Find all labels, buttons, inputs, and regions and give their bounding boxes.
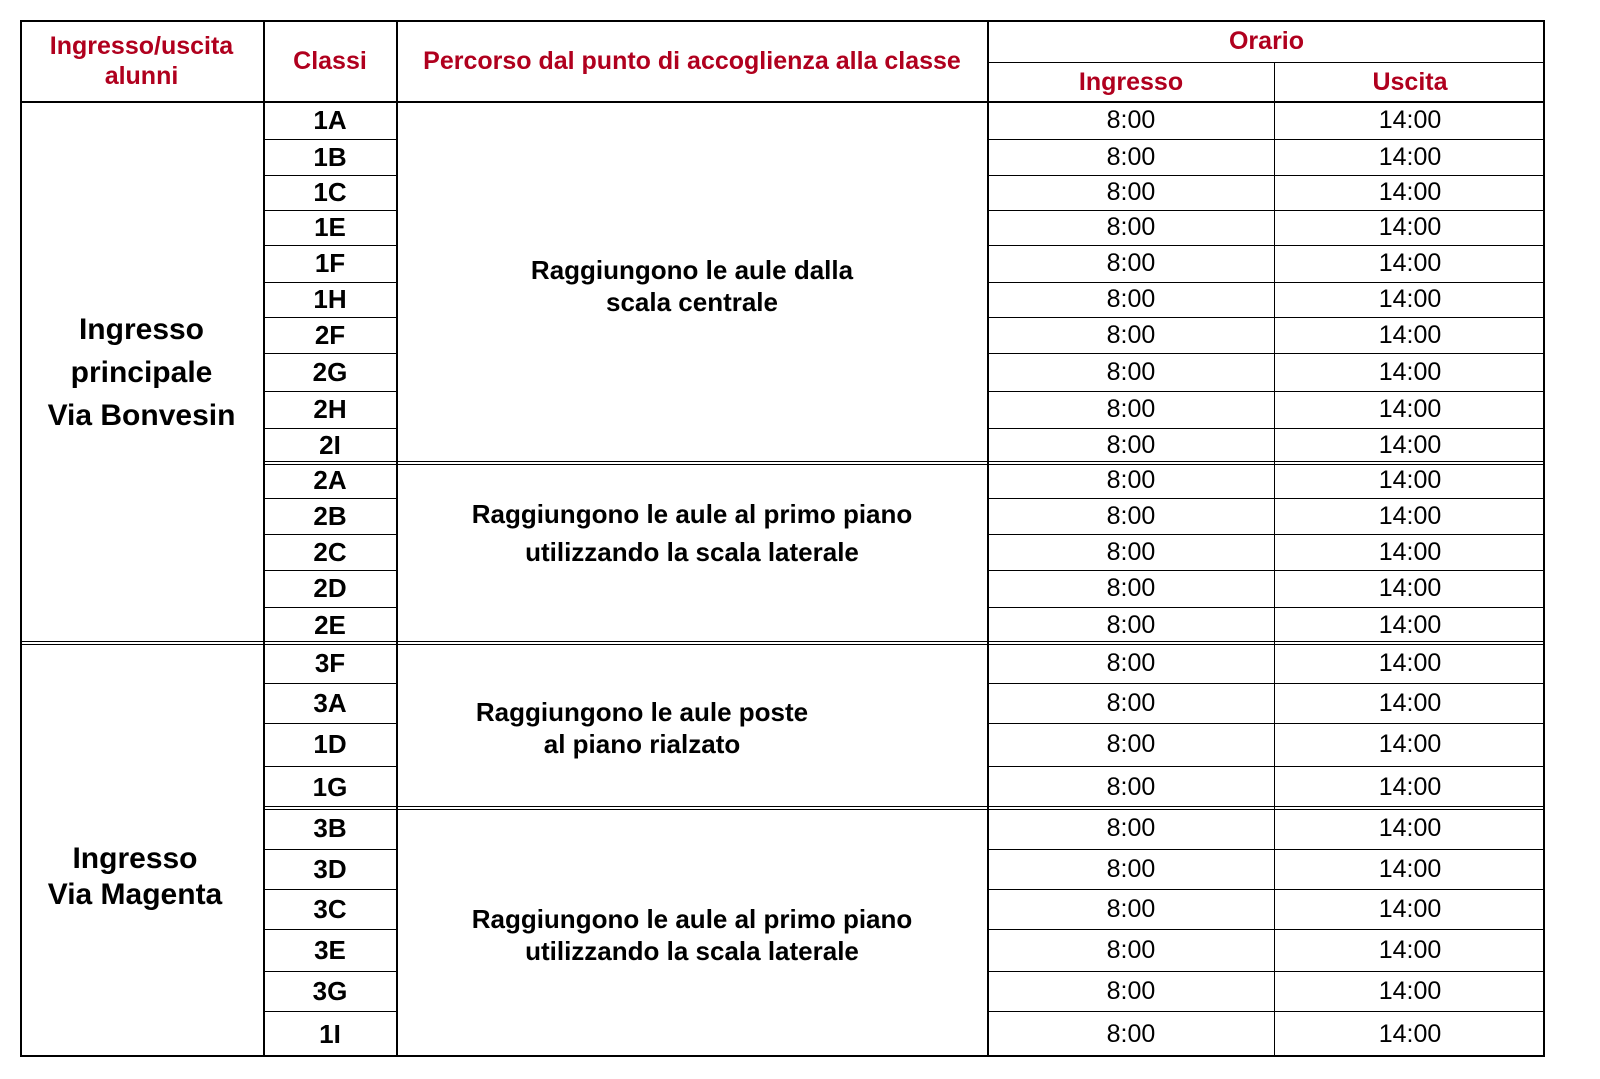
entry-time-cell: 8:00 [1106, 431, 1156, 459]
class-cell: 1G [312, 771, 348, 802]
entry-time-cell: 8:00 [1106, 1019, 1156, 1048]
header-schedule-label: Orario [1228, 27, 1305, 55]
entrance-magenta-line: Ingresso [72, 841, 198, 875]
entry-time-cell: 8:00 [1106, 688, 1156, 717]
entry-time-cell: 8:00 [1106, 537, 1156, 566]
header-in [988, 62, 1274, 102]
entrance-main-line: Via Bonvesin [47, 399, 236, 432]
entrance-main-line: Ingresso [78, 313, 205, 346]
entry-time-cell: 8:00 [1106, 142, 1156, 171]
entry-time-cell: 8:00 [1106, 610, 1156, 639]
class-cell: 2A [313, 465, 347, 495]
schedule-table [20, 20, 1545, 1057]
route-line: Raggiungono le aule al primo piano [471, 903, 913, 934]
class-cell: 2H [313, 394, 347, 424]
route-line: Raggiungono le aule dalla [530, 255, 854, 285]
entry-time-cell: 8:00 [1106, 814, 1156, 842]
exit-time-cell: 14:00 [1378, 320, 1442, 349]
entry-time-cell: 8:00 [1106, 178, 1156, 206]
entry-time-cell: 8:00 [1106, 249, 1156, 277]
header-out-label: Uscita [1372, 68, 1448, 96]
exit-time-cell: 14:00 [1378, 249, 1442, 277]
entry-time-cell: 8:00 [1106, 854, 1156, 883]
entrance-magenta [20, 646, 250, 1057]
exit-time-cell: 14:00 [1378, 610, 1442, 639]
exit-time-cell: 14:00 [1378, 213, 1442, 241]
class-cell: 1H [313, 284, 347, 314]
header-schedule [988, 20, 1545, 62]
header-route-label: Percorso dal punto di accoglienza alla classe [423, 47, 961, 75]
exit-time-cell: 14:00 [1378, 772, 1442, 801]
route-central-stairs [397, 102, 987, 460]
exit-time-cell: 14:00 [1378, 814, 1442, 842]
exit-time-cell: 14:00 [1378, 537, 1442, 566]
exit-time-cell: 14:00 [1378, 178, 1442, 206]
entry-time-cell: 8:00 [1106, 213, 1156, 241]
exit-time-cell: 14:00 [1378, 501, 1442, 530]
route-side-stairs-magenta [397, 812, 987, 1057]
header-in-label: Ingresso [1078, 68, 1184, 96]
entry-time-cell: 8:00 [1106, 285, 1156, 313]
class-cell: 2E [314, 609, 346, 640]
route-side-stairs-first-floor [397, 463, 987, 643]
entry-time-cell: 8:00 [1106, 772, 1156, 801]
exit-time-cell: 14:00 [1378, 142, 1442, 171]
exit-time-cell: 14:00 [1378, 285, 1442, 313]
class-cell: 3C [313, 893, 347, 924]
route-line: utilizzando la scala laterale [525, 537, 859, 567]
class-cell: 2B [313, 500, 347, 531]
entry-time-cell: 8:00 [1106, 894, 1156, 923]
class-cell: 2G [312, 356, 348, 387]
exit-time-cell: 14:00 [1378, 648, 1442, 677]
class-cell: 2C [313, 536, 347, 567]
exit-time-cell: 14:00 [1378, 574, 1442, 602]
exit-time-cell: 14:00 [1378, 106, 1442, 134]
entry-time-cell: 8:00 [1106, 466, 1156, 494]
class-cell: 2F [314, 319, 346, 350]
exit-time-cell: 14:00 [1378, 894, 1442, 923]
entry-time-cell: 8:00 [1106, 935, 1156, 964]
exit-time-cell: 14:00 [1378, 730, 1442, 758]
entry-time-cell: 8:00 [1106, 976, 1156, 1005]
route-line: Raggiungono le aule al primo piano [471, 499, 913, 529]
header-route [397, 20, 987, 102]
class-cell: 1E [314, 212, 346, 242]
route-line: scala centrale [605, 287, 778, 317]
class-cell: 3B [313, 813, 347, 843]
header-classes-label: Classi [293, 47, 367, 75]
exit-time-cell: 14:00 [1378, 1019, 1442, 1048]
class-cell: 1F [314, 248, 346, 278]
class-cell: 1D [313, 729, 347, 759]
entry-time-cell: 8:00 [1106, 501, 1156, 530]
class-cell: 2D [313, 573, 347, 603]
class-cell: 1C [313, 177, 347, 207]
entry-time-cell: 8:00 [1106, 648, 1156, 677]
entrance-main [20, 102, 263, 643]
header-entrance [20, 20, 263, 102]
header-classes [264, 20, 396, 102]
header-out [1275, 62, 1545, 102]
exit-time-cell: 14:00 [1378, 357, 1442, 386]
class-cell: 3F [314, 647, 346, 678]
class-cell: 1A [313, 105, 347, 135]
route-line: Raggiungono le aule poste [475, 696, 809, 727]
class-cell: 3A [313, 687, 347, 718]
class-cell: 1B [313, 141, 347, 172]
exit-time-cell: 14:00 [1378, 431, 1442, 459]
exit-time-cell: 14:00 [1378, 976, 1442, 1005]
class-cell: 3D [313, 853, 347, 884]
entry-time-cell: 8:00 [1106, 106, 1156, 134]
class-cell: 2I [319, 430, 341, 460]
class-cell: 3E [314, 934, 346, 965]
route-raised-floor [397, 646, 887, 809]
exit-time-cell: 14:00 [1378, 688, 1442, 717]
entry-time-cell: 8:00 [1106, 730, 1156, 758]
exit-time-cell: 14:00 [1378, 466, 1442, 494]
entrance-magenta-line: Via Magenta [47, 877, 223, 911]
exit-time-cell: 14:00 [1378, 854, 1442, 883]
entry-time-cell: 8:00 [1106, 320, 1156, 349]
class-cell: 1I [319, 1018, 341, 1049]
entry-time-cell: 8:00 [1106, 357, 1156, 386]
entry-time-cell: 8:00 [1106, 395, 1156, 423]
entry-time-cell: 8:00 [1106, 574, 1156, 602]
exit-time-cell: 14:00 [1378, 935, 1442, 964]
class-cell: 3G [312, 975, 348, 1006]
header-entrance-label: Ingresso/uscita alunni [49, 32, 234, 90]
exit-time-cell: 14:00 [1378, 395, 1442, 423]
route-line: al piano rialzato [543, 728, 741, 759]
route-line: utilizzando la scala laterale [525, 935, 859, 966]
entrance-main-line: principale [70, 356, 213, 389]
